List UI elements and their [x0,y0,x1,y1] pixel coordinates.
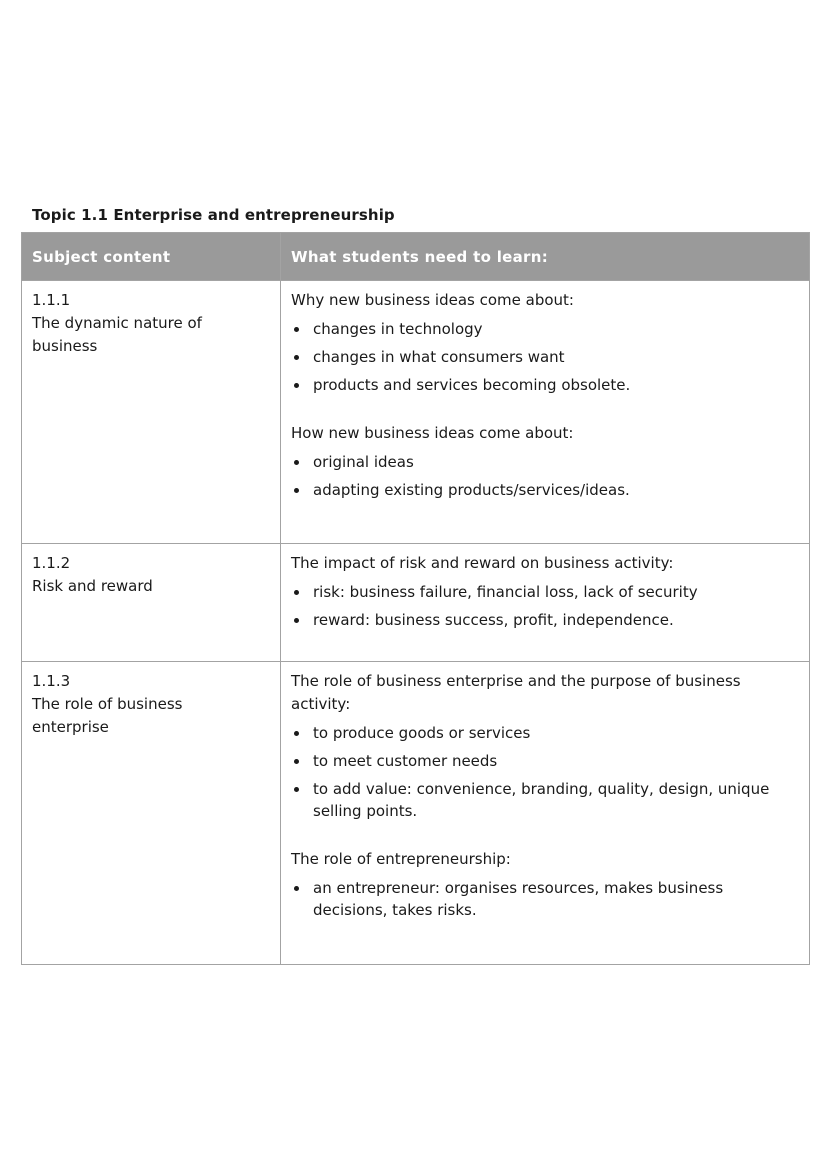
learning-group [291,289,799,396]
subject-cell [22,544,281,662]
learning-lead: The role of business enterprise and the purpose of business activity: [291,672,741,713]
bullet-item: adapting existing products/services/ideas. [291,479,799,501]
learning-cell [281,662,810,965]
learning-group [291,552,799,631]
table-row [22,544,810,662]
bullet-item: changes in technology [291,318,799,340]
bullet-list [291,318,799,396]
learning-group [291,422,799,501]
subject-name: The dynamic nature of business [32,314,202,355]
bullet-list [291,451,799,501]
subject-cell [22,662,281,965]
subject-code: 1.1.2 [32,554,71,572]
bullet-item: risk: business failure, financial loss, lack of security [291,581,799,603]
bullet-item: an entrepreneur: organises resources, makes business decisions, takes risks. [291,877,799,921]
subject-name: The role of business enterprise [32,695,183,736]
learning-lead: The role of entrepreneurship: [291,850,511,868]
bullet-item: changes in what consumers want [291,346,799,368]
bullet-list [291,722,799,822]
subject-cell [22,281,281,544]
specification-table [21,232,810,965]
learning-group [291,670,799,822]
subject-name: Risk and reward [32,577,153,595]
bullet-list [291,877,799,921]
bullet-item: to add value: convenience, branding, quality, design, unique selling points. [291,778,799,822]
topic-title: Topic 1.1 Enterprise and entrepreneurship [32,206,395,224]
bullet-item: products and services becoming obsolete. [291,374,799,396]
table-header-row [22,233,810,281]
subject-code: 1.1.1 [32,291,71,309]
bullet-item: reward: business success, profit, independence. [291,609,799,631]
bullet-list [291,581,799,631]
header-subject-content: Subject content [22,233,281,281]
subject-code: 1.1.3 [32,672,71,690]
learning-cell [281,544,810,662]
learning-lead: How new business ideas come about: [291,424,574,442]
bullet-item: to produce goods or services [291,722,799,744]
bullet-item: to meet customer needs [291,750,799,772]
table-row [22,281,810,544]
learning-group [291,848,799,921]
learning-cell [281,281,810,544]
bullet-item: original ideas [291,451,799,473]
learning-lead: The impact of risk and reward on business activity: [291,554,674,572]
header-what-students-learn: What students need to learn: [281,233,810,281]
learning-lead: Why new business ideas come about: [291,291,574,309]
table-row [22,662,810,965]
